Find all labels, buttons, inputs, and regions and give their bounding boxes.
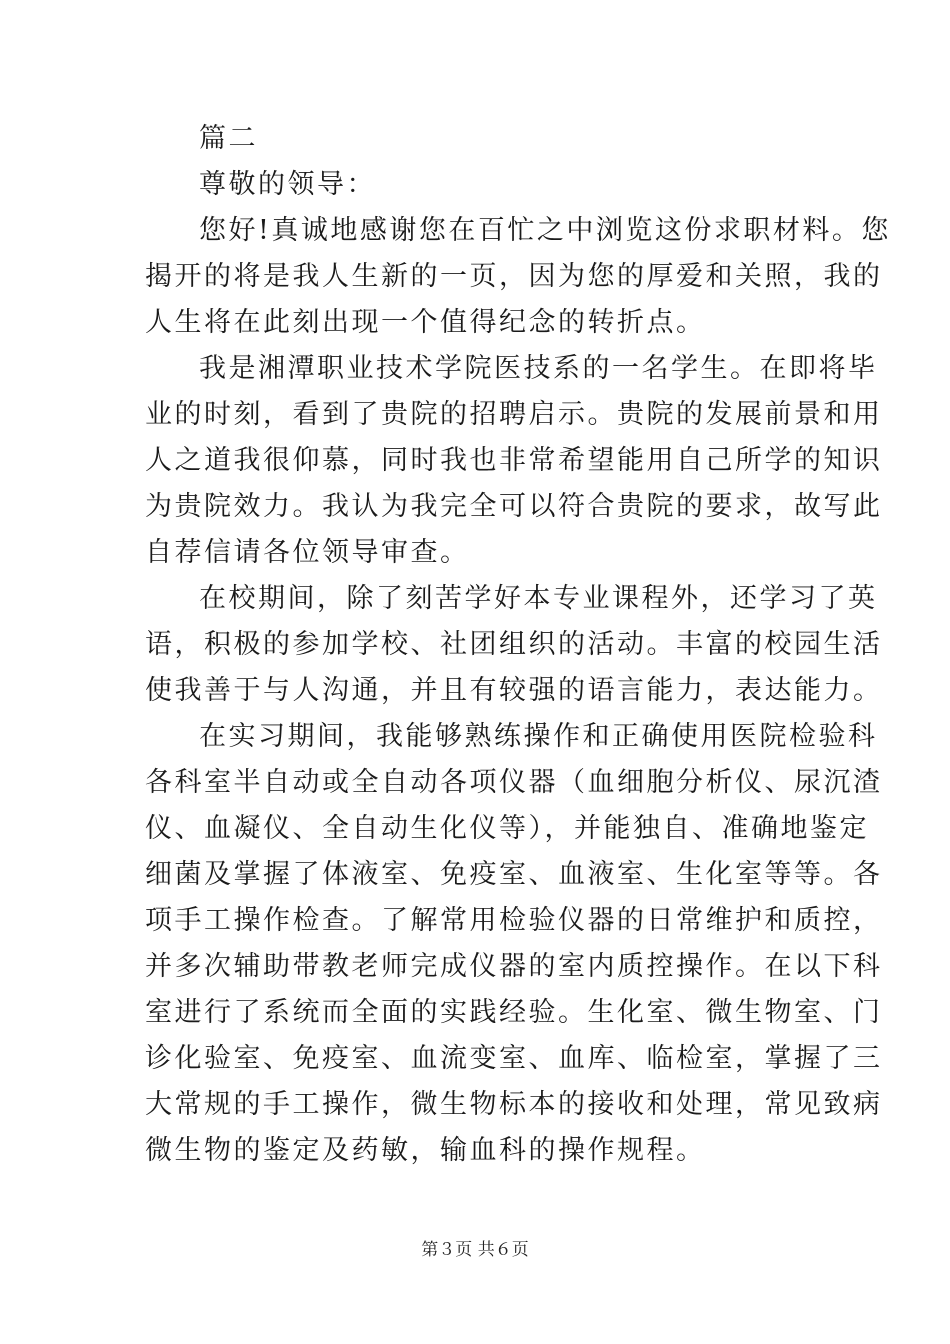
text-line: 在实习期间，我能够熟练操作和正确使用医院检验科 bbox=[199, 721, 878, 752]
text-line: 诊化验室、免疫室、血流变室、血库、临检室，掌握了三 bbox=[145, 1043, 883, 1074]
text-line: 语，积极的参加学校、社团组织的活动。丰富的校园生活 bbox=[145, 629, 883, 660]
text-line: 微生物的鉴定及药敏，输血科的操作规程。 bbox=[145, 1135, 706, 1166]
text-line: 在校期间，除了刻苦学好本专业课程外，还学习了英 bbox=[199, 583, 878, 614]
text-line: 各科室半自动或全自动各项仪器（血细胞分析仪、尿沉渣 bbox=[145, 767, 883, 798]
text-line: 细菌及掌握了体液室、免疫室、血液室、生化室等等。各 bbox=[145, 859, 883, 890]
text-line: 人生将在此刻出现一个值得纪念的转折点。 bbox=[145, 307, 706, 338]
section-heading: 篇二 bbox=[199, 123, 258, 154]
document-body bbox=[145, 116, 891, 1174]
paragraph-internship bbox=[145, 714, 883, 1174]
text-line: 使我善于与人沟通，并且有较强的语言能力，表达能力。 bbox=[145, 675, 883, 706]
page-footer bbox=[0, 1238, 950, 1262]
paragraph-introduction bbox=[145, 346, 883, 576]
page-number: 第３页 共６页 bbox=[421, 1240, 529, 1260]
text-line: 您好!真诚地感谢您在百忙之中浏览这份求职材料。您 bbox=[199, 215, 891, 246]
text-line: 室进行了系统而全面的实践经验。生化室、微生物室、门 bbox=[145, 997, 883, 1028]
text-line: 项手工操作检查。了解常用检验仪器的日常维护和质控， bbox=[145, 905, 883, 936]
text-line: 自荐信请各位领导审查。 bbox=[145, 537, 470, 568]
text-line: 仪、血凝仪、全自动生化仪等），并能独自、准确地鉴定 bbox=[145, 813, 869, 844]
text-line: 大常规的手工操作，微生物标本的接收和处理，常见致病 bbox=[145, 1089, 883, 1120]
text-line: 我是湘潭职业技术学院医技系的一名学生。在即将毕 bbox=[199, 353, 878, 384]
paragraph-school bbox=[145, 576, 883, 714]
text-line: 并多次辅助带教老师完成仪器的室内质控操作。在以下科 bbox=[145, 951, 883, 982]
text-line: 业的时刻，看到了贵院的招聘启示。贵院的发展前景和用 bbox=[145, 399, 883, 430]
text-line: 为贵院效力。我认为我完全可以符合贵院的要求，故写此 bbox=[145, 491, 883, 522]
text-line: 揭开的将是我人生新的一页，因为您的厚爱和关照，我的 bbox=[145, 261, 883, 292]
salutation: 尊敬的领导： bbox=[199, 169, 376, 200]
text-line: 人之道我很仰慕，同时我也非常希望能用自己所学的知识 bbox=[145, 445, 883, 476]
paragraph-greeting bbox=[145, 208, 891, 346]
